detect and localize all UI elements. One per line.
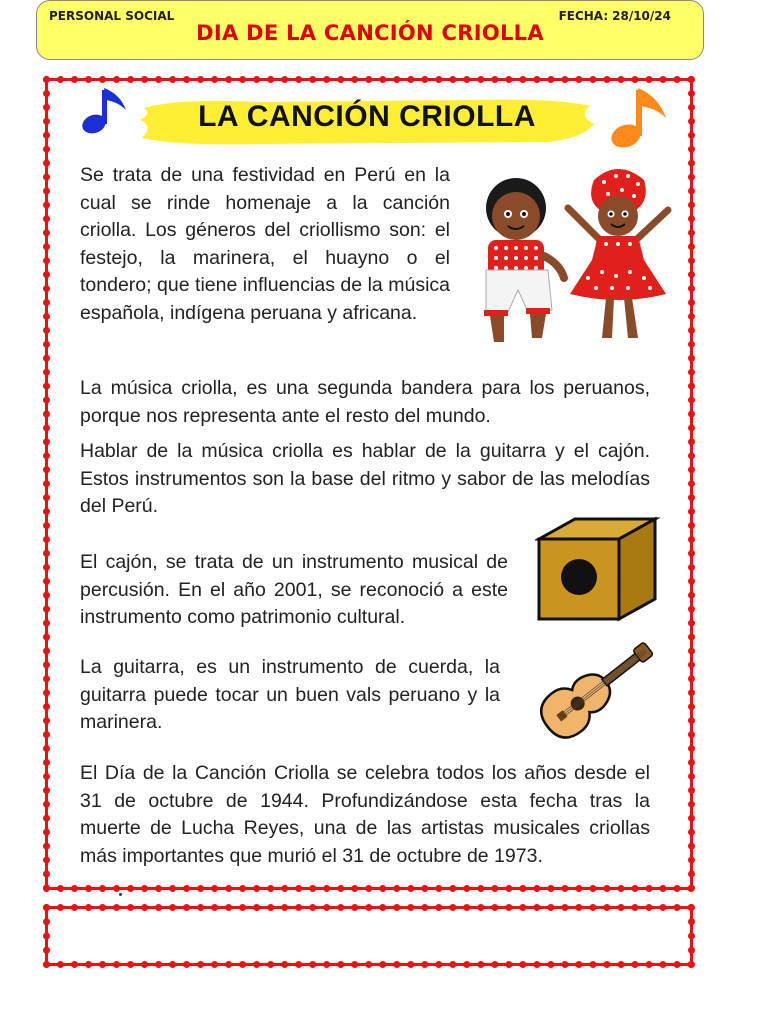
orange-music-note-icon bbox=[608, 84, 670, 152]
blue-music-note-icon bbox=[80, 84, 132, 136]
paragraph-celebracion: El Día de la Canción Criolla se celebra todos los años desde el 31 de octubre de 1944. Profundizándose esta fecha tras la muerte de Lucha Reyes, una de las artistas musicales criollas más importantes que murió el 31 de octubre de 1973. bbox=[80, 762, 650, 867]
paragraph-instrumentos: Hablar de la música criolla es hablar de la guitarra y el cajón. Estos instrumentos son la base del ritmo y sabor de las melodías del Perú. bbox=[80, 440, 650, 517]
cajon-illustration bbox=[535, 515, 660, 625]
boy-dancer bbox=[484, 178, 564, 342]
dancing-children-illustration bbox=[468, 160, 680, 352]
girl-dancer bbox=[568, 169, 668, 338]
banner-title: LA CANCIÓN CRIOLLA bbox=[198, 100, 536, 133]
paragraph-intro: Se trata de una festividad en Perú en la cual se rinde homenaje a la canción criolla. Los géneros del criollismo son: el festejo, la marinera, el huayno o el tondero; que tiene influencias de la música española, indígena peruana y africana. bbox=[80, 164, 450, 324]
paragraph-bandera: La música criolla, es una segunda bandera para los peruanos, porque nos representa ante el resto del mundo. bbox=[80, 377, 650, 427]
date-value: 28/10/24 bbox=[612, 9, 671, 23]
worksheet-header bbox=[36, 0, 704, 60]
guitar-illustration bbox=[525, 630, 665, 750]
subject-label: PERSONAL SOCIAL bbox=[49, 9, 175, 23]
date-label: FECHA: bbox=[558, 9, 609, 23]
paragraph-guitarra: La guitarra, es un instrumento de cuerda, la guitarra puede tocar un buen vals peruano y la marinera. bbox=[80, 656, 500, 733]
paragraph-cajon: El cajón, se trata de un instrumento musical de percusión. En el año 2001, se reconoció a este instrumento como patrimonio cultural. bbox=[80, 551, 508, 628]
bottom-frame bbox=[43, 904, 695, 968]
page-title: DIA DE LA CANCIÓN CRIOLLA bbox=[196, 21, 544, 45]
stray-dot bbox=[119, 893, 122, 896]
